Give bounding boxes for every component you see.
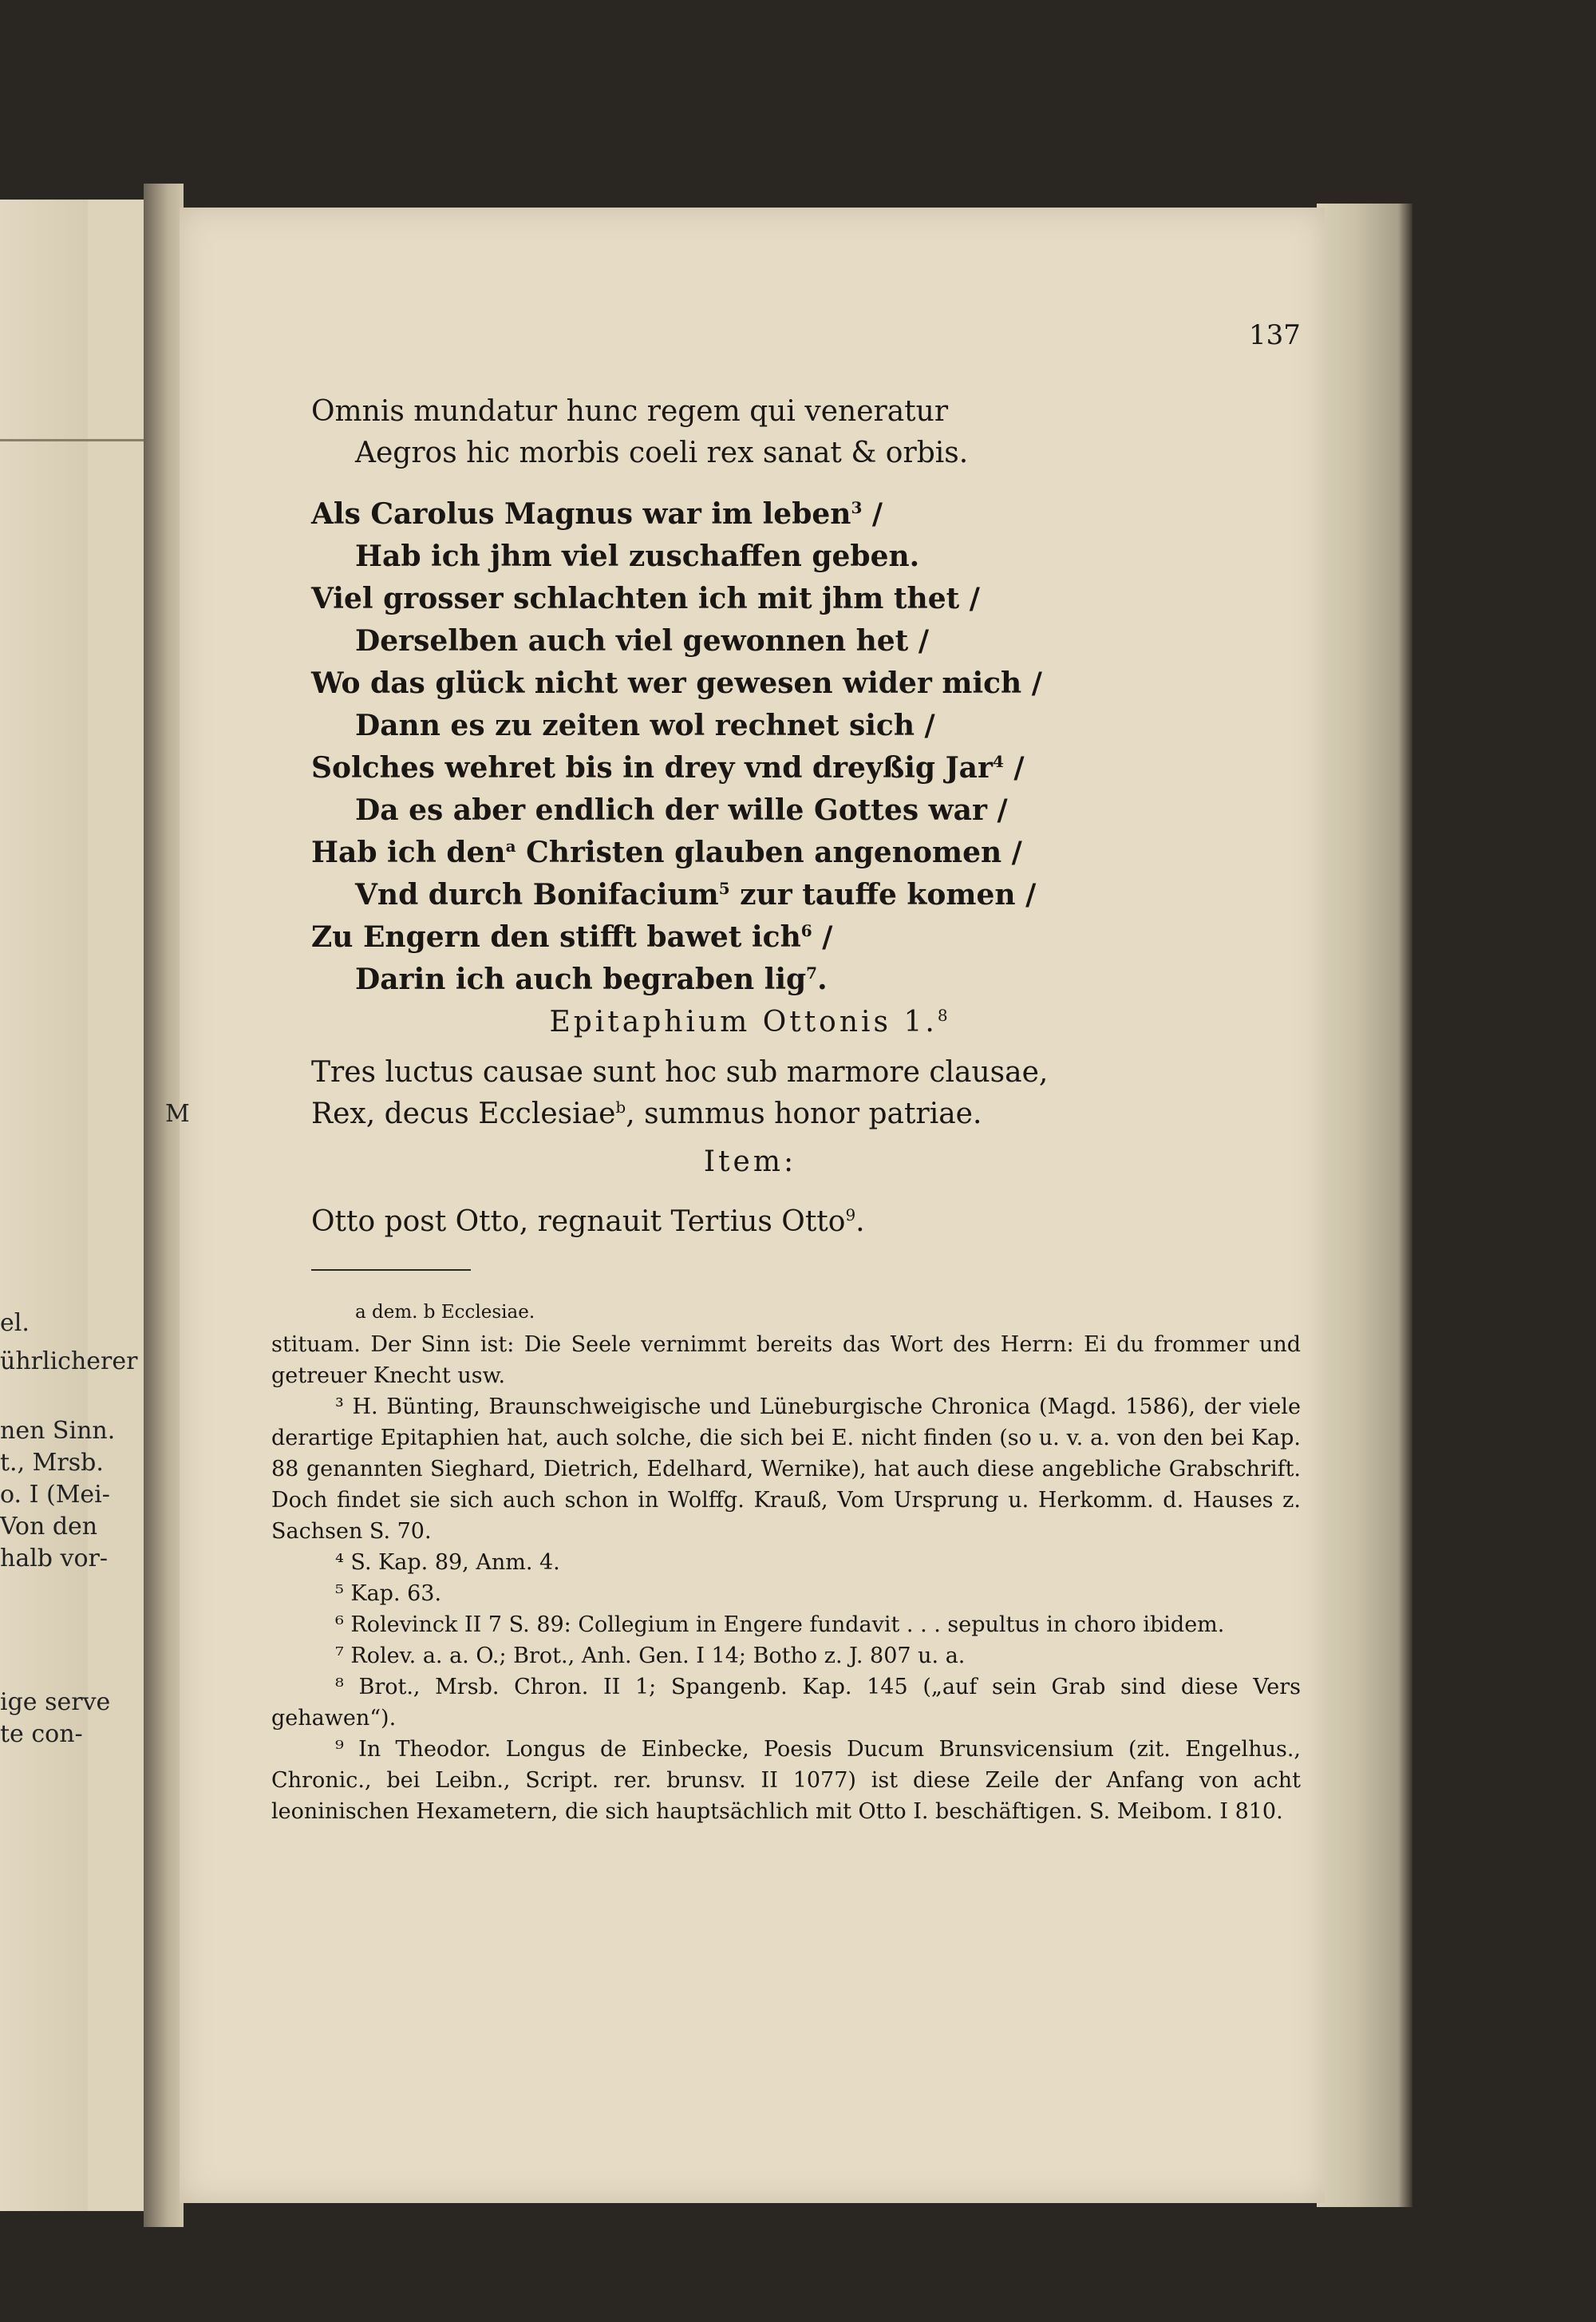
- footnote-7: ⁷ Rolev. a. a. O.; Brot., Anh. Gen. I 14; Botho z. J. 807 u. a.: [335, 1644, 966, 1668]
- item-heading: Item:: [703, 1145, 797, 1178]
- footnote-4: ⁴ S. Kap. 89, Anm. 4.: [335, 1550, 560, 1575]
- german-verse-line: Dann es zu zeiten wol rechnet sich /: [355, 709, 935, 742]
- left-page-fragment: Von den: [0, 1513, 98, 1541]
- german-verse-line: Als Carolus Magnus war im leben$^3$ /: [311, 497, 883, 531]
- left-page-fragment: nen Sinn.: [0, 1417, 116, 1445]
- left-page-fragment: el.: [0, 1309, 30, 1337]
- left-page-fragment: ührlicherer: [0, 1347, 138, 1375]
- footnote-6: ⁶ Rolevinck II 7 S. 89: Collegium in Engere fundavit . . . sepultus in choro ibidem.: [335, 1612, 1225, 1637]
- german-verse: [311, 493, 1042, 1001]
- left-page: [0, 200, 160, 2211]
- epitaph-line: Rex, decus Ecclesiae$^b$, summus honor patriae.: [311, 1098, 982, 1130]
- german-verse-line: Da es aber endlich der wille Gottes war /: [355, 793, 1008, 827]
- book-gutter: [144, 184, 184, 2227]
- footnote-8: ⁸ Brot., Mrsb. Chron. II 1; Spangenb. Kap. 145 („auf sein Grab sind diese Vers gehawen“).: [271, 1675, 1301, 1731]
- latin-line-1: Omnis mundatur hunc regem qui veneratur: [311, 395, 949, 428]
- left-page-rule: [0, 439, 160, 441]
- epitaph-heading: Epitaphium Ottonis 1.$^8$: [549, 1006, 951, 1038]
- left-page-fragment: ige serve: [0, 1688, 111, 1716]
- german-verse-line: Viel grosser schlachten ich mit jhm thet /: [311, 582, 980, 615]
- left-page-fragment: o. I (Mei-: [0, 1481, 110, 1509]
- german-verse-line: Hab ich jhm viel zuschaffen geben.: [355, 540, 920, 573]
- footnote-3: ³ H. Bünting, Braunschweigische und Lüneburgische Chronica (Magd. 1586), der viele derartige Epitaphien hat, auch solche, die sich bei E. nicht finden (so u. v. a. von den bei Kap. 88 genannten Sieghard, Dietrich, Edelhard, Wernike), hat auch diese angebliche Grabschrift. Doch findet sie sich auch schon in Wolffg. Krauß, Vom Ursprung u. Herkomm. d. Hauses z. Sachsen S. 70.: [271, 1394, 1301, 1544]
- german-verse-line: Hab ich den$^a$ Christen glauben angenomen /: [311, 836, 1022, 869]
- margin-letter: M: [165, 1100, 190, 1128]
- german-verse-line: Darin ich auch begraben lig$^7$.: [355, 963, 828, 996]
- footnote-5: ⁵ Kap. 63.: [335, 1581, 442, 1606]
- left-page-fragment: t., Mrsb.: [0, 1449, 104, 1477]
- page-number: 137: [1249, 319, 1301, 351]
- footnotes: [271, 1329, 1301, 1827]
- left-page-fragment: te con-: [0, 1720, 83, 1748]
- right-page-edge: [1317, 204, 1412, 2207]
- left-page-fragment: halb vor-: [0, 1545, 109, 1572]
- german-verse-line: Derselben auch viel gewonnen het /: [355, 624, 929, 658]
- german-verse-line: Vnd durch Bonifacium$^5$ zur tauffe komen /: [355, 878, 1037, 912]
- epitaph-verse: [311, 1052, 1048, 1135]
- book-page: [165, 208, 1325, 2203]
- footnote-rule: [311, 1269, 471, 1271]
- latin-line-2: Aegros hic morbis coeli rex sanat & orbis.: [355, 437, 969, 469]
- left-page-edge: [0, 200, 88, 2211]
- latin-verse: [311, 391, 968, 474]
- german-verse-line: Solches wehret bis in drey vnd dreyßig Jar$^4$ /: [311, 751, 1025, 785]
- item-line: Otto post Otto, regnauit Tertius Otto$^9$.: [311, 1205, 865, 1238]
- footnote-9: ⁹ In Theodor. Longus de Einbecke, Poesis Ducum Brunsvicensium (zit. Engelhus., Chronic., bei Leibn., Script. rer. brunsv. II 1077) ist diese Zeile der Anfang von acht leoninischen Hexametern, die sich hauptsächlich mit Otto I. beschäftigen. S. Meibom. I 810.: [271, 1737, 1301, 1824]
- textual-notes: a dem. b Ecclesiae.: [355, 1302, 535, 1323]
- epitaph-line: Tres luctus causae sunt hoc sub marmore clausae,: [311, 1056, 1049, 1089]
- german-verse-line: Zu Engern den stifft bawet ich$^6$ /: [311, 920, 833, 954]
- footnote-continuation: stituam. Der Sinn ist: Die Seele vernimmt bereits das Wort des Herrn: Ei du frommer und getreuer Knecht usw.: [271, 1332, 1301, 1388]
- german-verse-line: Wo das glück nicht wer gewesen wider mich /: [311, 667, 1042, 700]
